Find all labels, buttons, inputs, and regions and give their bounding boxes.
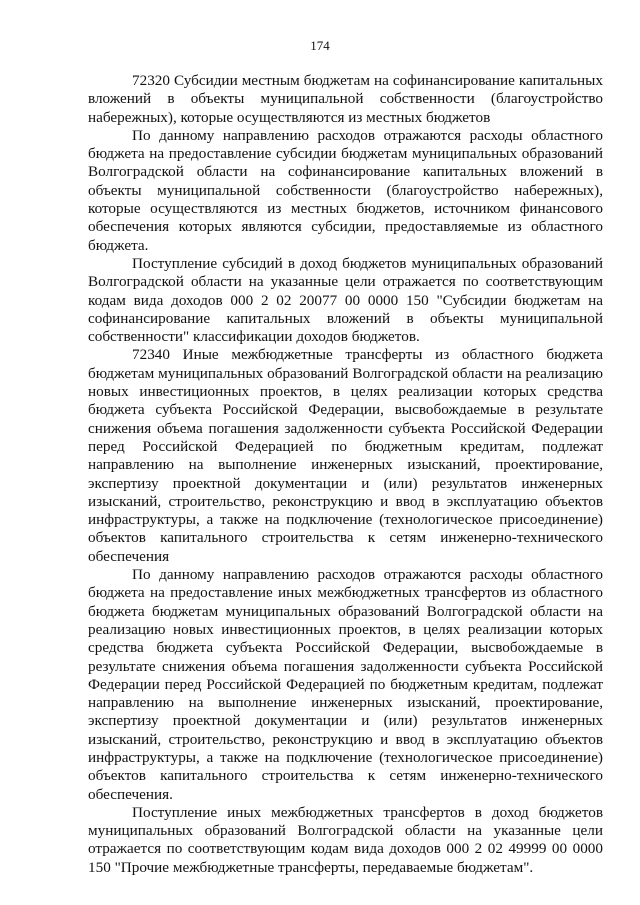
page-number: 174 [310, 38, 330, 53]
paragraph-72320-income: Поступление субсидий в доход бюджетов муниципальных образований Волгоградской области на указанные цели отражается по соответствующим кодам вида доходов 000 2 02 20077 00 0000 150 "Субсидии бюджетам на софинансирование капитальных вложений в объекты муниципальной собственности" классификации доходов бюджетов. [88, 254, 603, 346]
document-body [88, 72, 603, 877]
paragraph-72340-description: По данному направлению расходов отражаются расходы областного бюджета на предоставление иных межбюджетных трансфертов из областного бюджета бюджетам муниципальных образований Волгоградской области на реализацию новых инвестиционных проектов, в целях реализации которых средства бюджета субъекта Российской Федерации, высвобождаемые в результате снижения объема погашения задолженности субъекта Российской Федерации перед Российской Федерацией по бюджетным кредитам, подлежат направлению на выполнение инженерных изысканий, проектирование, экспертизу проектной документации и (или) результатов инженерных изысканий, строительство, реконструкцию и ввод в эксплуатацию объектов инфраструктуры, а также на подключение (технологическое присоединение) объектов капитального строительства к сетям инженерно-технического обеспечения. [88, 566, 603, 803]
paragraph-code-72320-heading: 72320 Субсидии местным бюджетам на софинансирование капитальных вложений в объекты муниципальной собственности (благоустройство набережных), которые осуществляются из местных бюджетов [88, 72, 603, 126]
paragraph-72320-description: По данному направлению расходов отражаются расходы областного бюджета на предоставление субсидии бюджетам муниципальных образований Волгоградской области на софинансирование капитальных вложений в объекты муниципальной собственности (благоустройство набережных), которые осуществляются из местных бюджетов, источником финансового обеспечения которых являются субсидии, предоставляемые из областного бюджета. [88, 126, 603, 254]
paragraph-72340-income: Поступление иных межбюджетных трансфертов в доход бюджетов муниципальных образований Волгоградской области на указанные цели отражается по соответствующим кодам вида доходов 000 2 02 49999 00 0000 150 "Прочие межбюджетные трансферты, передаваемые бюджетам". [88, 803, 603, 876]
paragraph-code-72340-heading: 72340 Иные межбюджетные трансферты из областного бюджета бюджетам муниципальных образований Волгоградской области на реализацию новых инвестиционных проектов, в целях реализации которых средства бюджета субъекта Российской Федерации, высвобождаемые в результате снижения объема погашения задолженности субъекта Российской Федерации перед Российской Федерацией по бюджетным кредитам, подлежат направлению на выполнение инженерных изысканий, проектирование, экспертизу проектной документации и (или) результатов инженерных изысканий, строительство, реконструкцию и ввод в эксплуатацию объектов инфраструктуры, а также на подключение (технологическое присоединение) объектов капитального строительства к сетям инженерно-технического обеспечения [88, 346, 603, 565]
